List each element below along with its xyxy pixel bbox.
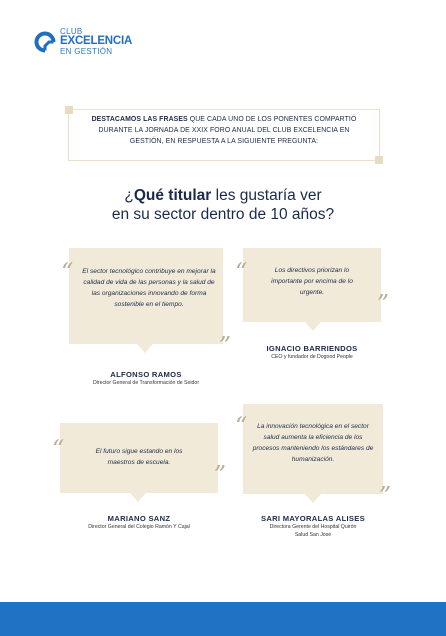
quote-close-icon: ” xyxy=(376,290,389,318)
question-line1-rest: les gustaría ver xyxy=(211,187,322,204)
speaker-role-line2: Salud San José xyxy=(294,531,332,538)
quote-bubble xyxy=(52,423,226,493)
speaker-name: SARI MAYORALAS ALISES xyxy=(260,514,366,523)
quote-bubble xyxy=(235,248,389,322)
intro-text xyxy=(69,110,379,147)
speaker-name: IGNACIO BARRIENDOS xyxy=(266,344,358,353)
intro-rest: QUE CADA UNO DE LOS PONENTES COMPARTIÓ DURANTE LA JORNADA DE XXIX FORO ANUAL DEL CLUB EXCELENCIA EN GESTIÓN, EN RESPUESTA A LA SIGUIENTE PREGUNTA: xyxy=(98,116,357,145)
quote-close-icon: ” xyxy=(378,482,391,510)
speaker-role: Director General del Colegio Ramón Y Cajal xyxy=(88,524,190,530)
bubble-tail xyxy=(305,494,321,503)
quote-close-icon: ” xyxy=(213,461,226,489)
bubble-tail xyxy=(130,493,146,502)
quote-bubble xyxy=(235,404,391,510)
logo-line-en-gestion: EN GESTIÓN xyxy=(60,46,113,56)
club-excelencia-logo xyxy=(34,28,132,56)
speaker-name: MARIANO SANZ xyxy=(107,514,171,523)
speaker-role: Director General de Transformación de Seidor xyxy=(92,380,200,386)
question-open-mark: ¿ xyxy=(124,187,134,204)
quote-open-icon: “ xyxy=(235,412,248,440)
question-line2: en su sector dentro de 10 años? xyxy=(111,206,335,223)
quote-text: La innovación tecnológica en el sector salud aumenta la eficiencia de los procesos manteniendo los estándares de humanización. xyxy=(252,423,374,463)
logo-line-excelencia: EXCELENCIA xyxy=(60,35,133,47)
quote-open-icon: “ xyxy=(61,258,74,286)
speaker-card xyxy=(52,514,226,532)
quote-open-icon: “ xyxy=(52,435,65,463)
speaker-card xyxy=(230,344,394,362)
speaker-role: CEO y fundador de Dogood People xyxy=(271,354,353,360)
bubble-tail xyxy=(305,322,321,331)
bubble-tail xyxy=(137,344,153,353)
quote-text: El sector tecnológico contribuye en mejorar la calidad de vida de las personas y la salud de las organizaciones innovando de forma sostenible en el tiempo. xyxy=(82,268,216,308)
intro-highlight: DESTACAMOS LAS FRASES xyxy=(91,116,188,123)
logo-line-club: CLUB xyxy=(60,27,83,36)
question-bold: Qué titular xyxy=(133,187,212,204)
quote-bubble xyxy=(61,248,231,360)
quote-close-icon: ” xyxy=(218,332,231,360)
quote-open-icon: “ xyxy=(235,258,248,286)
speaker-role-line1: Directora Gerente del Hospital Quirón xyxy=(269,524,357,530)
speaker-card xyxy=(226,514,400,539)
quote-text: El futuro sigue estando en los maestros de escuela. xyxy=(95,448,183,466)
question-heading xyxy=(0,186,446,224)
footer-bar xyxy=(0,602,446,636)
intro-corner-decoration xyxy=(375,156,383,164)
quote-text: Los directivos priorizan lo importante por encima de lo urgente. xyxy=(271,267,353,296)
speaker-name: ALFONSO RAMOS xyxy=(110,370,182,379)
logo-mark-icon xyxy=(34,31,56,53)
speaker-card xyxy=(60,370,232,388)
intro-box xyxy=(68,109,380,161)
